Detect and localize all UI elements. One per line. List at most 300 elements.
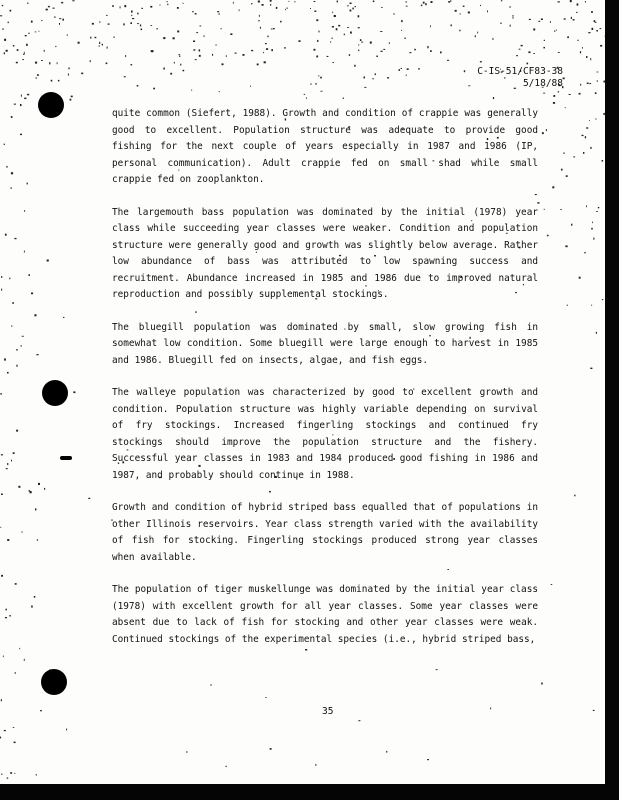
- scan-speck: [425, 3, 427, 5]
- scan-speck: [193, 49, 195, 50]
- scan-speck: [580, 84, 581, 86]
- scan-speck: [602, 299, 603, 300]
- scan-speck: [571, 17, 572, 19]
- scan-speck: [59, 23, 60, 25]
- scan-speck: [14, 773, 15, 774]
- scan-speck: [592, 28, 594, 30]
- scan-speck: [1, 699, 2, 701]
- scan-speck: [34, 314, 36, 316]
- scan-speck: [418, 68, 420, 69]
- scan-speck: [600, 28, 602, 29]
- scan-speck: [180, 64, 181, 66]
- scan-speck: [27, 3, 28, 4]
- scan-speck: [21, 95, 22, 97]
- scan-speck: [4, 730, 6, 731]
- scan-speck: [57, 62, 58, 64]
- scan-speck: [217, 11, 219, 12]
- scan-speck: [493, 97, 494, 99]
- scan-speck: [588, 32, 590, 33]
- scan-speck: [544, 40, 545, 41]
- scan-speck: [12, 302, 14, 304]
- scan-speck: [14, 742, 16, 744]
- scan-speck: [304, 94, 305, 95]
- scan-speck: [512, 17, 513, 18]
- scan-speck: [44, 488, 45, 490]
- scan-speck: [120, 6, 121, 8]
- scan-speck: [381, 51, 383, 52]
- scan-speck: [63, 317, 64, 318]
- scan-speck: [423, 2, 425, 4]
- scan-speck: [4, 144, 5, 145]
- scan-speck: [552, 186, 554, 188]
- scan-speck: [579, 93, 581, 95]
- scan-speck: [25, 35, 27, 36]
- scan-speck: [90, 37, 91, 39]
- scan-speck: [567, 36, 569, 38]
- scan-speck: [327, 56, 329, 57]
- scan-speck: [9, 278, 10, 280]
- scan-speck: [332, 12, 333, 14]
- scan-speck: [39, 31, 40, 32]
- scan-speck: [1, 289, 2, 291]
- scan-speck: [493, 38, 494, 40]
- scan-speck: [586, 56, 588, 58]
- scan-speck: [389, 42, 390, 44]
- scan-speck: [112, 5, 113, 7]
- scan-speck: [68, 68, 69, 70]
- scan-speck: [99, 42, 100, 44]
- scan-speck: [1, 276, 2, 278]
- scan-speck: [41, 20, 42, 21]
- scan-speck: [125, 55, 126, 57]
- scan-speck: [68, 74, 69, 76]
- scan-speck: [271, 49, 273, 51]
- scan-speck: [393, 13, 394, 14]
- scan-speck: [602, 160, 604, 162]
- scan-speck: [8, 22, 9, 24]
- scan-speck: [556, 30, 557, 31]
- scan-speck: [10, 772, 12, 774]
- scan-speck: [226, 55, 227, 56]
- scan-speck: [573, 156, 575, 157]
- scan-speck: [333, 62, 334, 63]
- scan-speck: [199, 55, 201, 57]
- scan-speck: [468, 12, 470, 14]
- scan-speck: [258, 20, 259, 21]
- scan-speck: [401, 68, 402, 69]
- scan-speck: [151, 50, 153, 52]
- scan-speck: [337, 1, 338, 3]
- scan-speck: [591, 228, 592, 230]
- scan-speck: [407, 68, 409, 70]
- scan-speck: [355, 6, 356, 7]
- scan-speck: [211, 684, 212, 686]
- scan-speck: [183, 70, 185, 72]
- scan-speck: [195, 59, 197, 60]
- scan-speck: [108, 24, 110, 25]
- scan-speck: [553, 102, 555, 104]
- scan-speck: [577, 3, 579, 5]
- scan-speck: [0, 393, 2, 394]
- scan-speck: [350, 10, 352, 12]
- scan-speck: [448, 1, 450, 2]
- scan-speck: [541, 683, 543, 685]
- scan-speck: [49, 62, 50, 64]
- scan-speck: [430, 25, 431, 27]
- scan-speck: [527, 63, 529, 65]
- scan-speck: [216, 45, 217, 46]
- scan-speck: [571, 224, 572, 226]
- scan-speck: [343, 98, 344, 99]
- scan-speck: [260, 27, 261, 29]
- scan-speck: [380, 31, 382, 32]
- scan-speck: [566, 175, 568, 177]
- scan-speck: [14, 104, 16, 105]
- scan-speck: [137, 13, 138, 15]
- scan-speck: [183, 3, 184, 4]
- scan-speck: [436, 669, 438, 670]
- scan-speck: [51, 80, 53, 82]
- scan-speck: [99, 21, 100, 22]
- scan-speck: [24, 251, 25, 253]
- scan-speck: [20, 134, 22, 135]
- scan-speck: [565, 107, 566, 108]
- scan-speck: [558, 52, 560, 53]
- scan-speck: [61, 2, 63, 4]
- scan-speck: [565, 245, 567, 247]
- scan-speck: [24, 659, 25, 661]
- scan-speck: [330, 42, 331, 43]
- scan-speck: [177, 31, 179, 33]
- scan-speck: [538, 21, 540, 22]
- document-id-code: C-IS-51/CF83-38: [477, 66, 563, 77]
- scan-speck: [358, 44, 359, 45]
- scan-speck: [577, 40, 578, 41]
- scan-speck: [427, 759, 429, 760]
- scan-speck: [257, 64, 259, 66]
- scan-speck: [124, 76, 126, 77]
- scan-speck: [480, 61, 482, 62]
- scan-speck: [29, 490, 31, 492]
- scan-speck: [5, 617, 7, 618]
- scan-speck: [594, 20, 596, 22]
- scan-speck: [137, 85, 139, 87]
- scan-speck: [590, 58, 591, 60]
- scan-speck: [71, 96, 73, 98]
- paragraph-tiger-muskellunge: The population of tiger muskellunge was dominated by the initial year class (1978) with excellent growth for all year classes. Some year classes were absent due to lack of fish for stocking and other year classes were weak. Continued stockings of the experimental species (i.e., hybrid striped bass,: [112, 584, 538, 645]
- scan-speck: [597, 81, 598, 82]
- scan-speck: [480, 5, 481, 6]
- scan-speck: [212, 54, 213, 56]
- scan-speck: [131, 15, 132, 16]
- scan-speck: [132, 18, 134, 19]
- scan-speck: [0, 737, 1, 739]
- scan-speck: [364, 77, 366, 79]
- scan-speck: [179, 54, 181, 55]
- scan-speck: [370, 42, 372, 44]
- scan-speck: [306, 98, 307, 99]
- scan-speck: [460, 13, 461, 14]
- scan-speck: [204, 35, 205, 37]
- scan-speck: [582, 135, 584, 136]
- scan-speck: [267, 36, 268, 38]
- scan-speck: [36, 774, 37, 776]
- document-date: 5/18/88: [522, 78, 563, 89]
- scan-speck: [347, 5, 348, 6]
- scan-speck: [570, 0, 572, 2]
- scan-speck: [529, 19, 531, 20]
- scan-speck: [582, 47, 583, 48]
- scan-speck: [150, 6, 152, 8]
- scan-speck: [15, 583, 17, 585]
- scan-speck: [414, 49, 416, 51]
- scan-speck: [364, 87, 366, 88]
- scan-speck: [276, 7, 278, 9]
- scan-speck: [62, 19, 64, 21]
- scan-speck: [10, 10, 12, 12]
- scan-speck: [123, 23, 124, 25]
- scan-speck: [547, 235, 549, 236]
- scan-speck: [24, 210, 25, 212]
- scan-speck: [595, 22, 597, 23]
- scan-speck: [54, 17, 56, 18]
- scan-speck: [5, 235, 7, 236]
- scan-speck: [6, 609, 7, 611]
- scan-speck: [167, 1, 168, 2]
- scan-speck: [1, 575, 3, 577]
- scan-speck: [20, 104, 22, 106]
- scan-speck: [430, 50, 432, 52]
- scan-speck: [193, 41, 195, 43]
- scan-speck: [358, 720, 360, 721]
- scan-speck: [106, 63, 108, 65]
- scan-speck: [44, 50, 45, 52]
- scan-speck: [16, 349, 17, 351]
- scan-speck: [59, 18, 61, 19]
- scan-speck: [102, 44, 103, 46]
- scan-speck: [270, 0, 272, 2]
- scan-speck: [113, 37, 115, 38]
- scan-speck: [66, 729, 67, 731]
- scan-speck: [332, 26, 334, 27]
- scan-speck: [584, 252, 586, 253]
- scan-speck: [17, 49, 19, 51]
- scan-speck: [546, 129, 547, 131]
- scan-speck: [72, 0, 74, 1]
- scan-speck: [28, 274, 30, 276]
- scan-speck: [589, 83, 591, 84]
- scan-speck: [387, 77, 389, 78]
- scan-speck: [251, 3, 252, 4]
- scan-speck: [107, 47, 108, 49]
- scan-speck: [558, 1, 560, 2]
- scan-speck: [554, 30, 555, 31]
- scan-speck: [11, 460, 12, 462]
- scan-speck: [561, 169, 563, 171]
- scan-speck: [263, 52, 264, 53]
- scan-speck: [163, 37, 165, 39]
- scan-speck: [468, 85, 470, 86]
- page-number: 35: [322, 706, 334, 717]
- scan-speck: [591, 305, 592, 306]
- scan-speck: [521, 45, 523, 46]
- scan-speck: [1, 494, 3, 496]
- scan-speck: [576, 12, 578, 13]
- scan-speck: [250, 86, 251, 87]
- scan-speck: [450, 0, 451, 2]
- scan-speck: [219, 91, 220, 92]
- scan-speck: [459, 30, 460, 32]
- scan-speck: [589, 120, 590, 121]
- scan-speck: [7, 778, 9, 779]
- scan-speck: [37, 74, 39, 76]
- scan-speck: [598, 207, 600, 208]
- scan-speck: [11, 326, 12, 327]
- scan-speck: [258, 1, 260, 3]
- scan-speck: [405, 2, 407, 3]
- scan-speck: [9, 615, 11, 616]
- scan-speck: [81, 73, 83, 75]
- scan-speck: [406, 6, 408, 7]
- scan-speck: [287, 8, 288, 9]
- scan-speck: [141, 8, 143, 9]
- scan-speck: [573, 19, 575, 20]
- scan-speck: [16, 430, 18, 432]
- scan-speck: [21, 532, 22, 533]
- scan-speck: [235, 53, 237, 54]
- scan-speck: [314, 11, 316, 12]
- scan-speck: [131, 64, 133, 65]
- punch-hole-bottom: [41, 669, 67, 695]
- scan-speck: [314, 1, 316, 2]
- scan-speck: [421, 5, 422, 7]
- scan-speck: [140, 25, 141, 27]
- scan-speck: [358, 15, 360, 17]
- scan-speck: [167, 4, 168, 5]
- scan-speck: [239, 9, 240, 11]
- scan-speck: [230, 33, 232, 35]
- scan-speck: [2, 5, 3, 6]
- scan-speck: [1, 454, 3, 455]
- scan-speck: [373, 78, 374, 79]
- scan-speck: [510, 25, 511, 27]
- scan-speck: [583, 152, 584, 154]
- paragraph-largemouth-bass: The largemouth bass population was dominated by the initial (1978) year class while succeeding year classes were weaker. Condition and population structure were generally good and growth was slightly below average. Rather low abundance of bass was attributed to low spawning success and recruitment. Abundance increased in 1985 and 1986 due to improved natural reproduction and possibly supplemental stockings.: [112, 206, 538, 300]
- scan-speck: [266, 48, 268, 50]
- scan-speck: [383, 49, 385, 50]
- scan-speck: [600, 45, 602, 47]
- scan-speck: [22, 59, 24, 60]
- scan-speck: [451, 25, 452, 27]
- scan-speck: [542, 132, 544, 134]
- scan-speck: [41, 60, 43, 61]
- scan-speck: [298, 40, 300, 42]
- scan-speck: [259, 15, 260, 17]
- scan-speck: [7, 372, 9, 374]
- scan-speck: [192, 11, 193, 12]
- scan-speck: [595, 119, 596, 120]
- scan-speck: [597, 72, 599, 73]
- scan-speck: [15, 672, 16, 674]
- scan-speck: [90, 60, 91, 62]
- scan-speck: [4, 52, 5, 54]
- scan-speck: [544, 209, 545, 210]
- scan-speck: [58, 80, 60, 82]
- scan-speck: [316, 19, 318, 21]
- scan-speck: [315, 764, 316, 766]
- scan-speck: [477, 32, 478, 34]
- scan-speck: [78, 42, 80, 44]
- scan-speck: [27, 183, 28, 185]
- scan-speck: [320, 91, 322, 92]
- scan-speck: [360, 39, 362, 41]
- scan-speck: [153, 88, 155, 90]
- scan-speck: [280, 21, 282, 23]
- punch-hole-middle: [42, 380, 68, 406]
- paragraph-hybrid-striped-bass: Growth and condition of hybrid striped bass equalled that of populations in other Illinois reservoirs. Year class strength varied with the availability of fish for stocking. Fingerling stockings produced strong year classes when available.: [112, 502, 538, 563]
- scan-speck: [13, 45, 15, 46]
- scan-speck: [334, 15, 336, 17]
- scan-speck: [344, 34, 345, 36]
- scan-speck: [596, 211, 598, 212]
- scan-speck: [35, 32, 37, 33]
- scan-speck: [265, 697, 267, 698]
- paragraph-walleye: The walleye population was characterized by good to excellent growth and condition. Population structure was highly variable depending on survival of fry stockings. Increased fingerling stockings and continued fry stockings should improve the population structure and the fishery. Successful year classes in 1983 and 1984 produced good fishing in 1986 and 1987, and probably should continue in 1988.: [112, 387, 538, 481]
- scan-speck: [157, 28, 158, 29]
- scan-speck: [34, 596, 36, 598]
- scan-speck: [222, 63, 224, 65]
- scan-speck: [191, 90, 192, 91]
- scan-speck: [16, 365, 17, 367]
- scan-speck: [131, 11, 133, 13]
- punch-hole-top: [38, 92, 64, 118]
- scan-speck: [37, 539, 38, 540]
- scan-speck: [221, 28, 222, 29]
- scan-speck: [352, 8, 353, 10]
- scan-speck: [3, 656, 4, 658]
- scan-speck: [6, 468, 8, 469]
- scan-speck: [46, 9, 48, 11]
- scan-speck: [251, 50, 253, 51]
- scan-speck: [95, 37, 97, 38]
- scan-speck: [595, 92, 597, 94]
- scan-speck: [509, 6, 510, 7]
- scan-speck: [585, 136, 586, 138]
- scan-speck: [174, 62, 175, 64]
- scan-speck: [177, 7, 179, 9]
- scan-speck: [350, 32, 352, 34]
- scan-speck: [585, 1, 586, 3]
- scan-speck: [6, 166, 7, 168]
- scan-speck: [319, 31, 320, 33]
- paragraph-crappie: quite common (Siefert, 1988). Growth and condition of crappie was generally good to excellent. Population structure was adequate to provide good fishing for the next couple of years especially in 1987 and 1986 (IP, personal communication). Adult crappie fed on small shad while small crappie fed on zooplankton.: [112, 108, 538, 185]
- scan-speck: [427, 46, 428, 48]
- scan-speck: [13, 727, 15, 728]
- scan-speck: [99, 45, 100, 46]
- scan-speck: [318, 76, 319, 77]
- scan-speck: [47, 260, 49, 262]
- scan-speck: [27, 94, 29, 96]
- scan-speck: [170, 73, 172, 75]
- scan-speck: [516, 55, 518, 56]
- scan-speck: [590, 147, 591, 149]
- scan-speck: [11, 116, 13, 118]
- scan-speck: [464, 70, 465, 72]
- scan-speck: [558, 91, 559, 92]
- scan-speck: [7, 463, 8, 465]
- scan-speck: [22, 336, 24, 337]
- scan-speck: [381, 7, 382, 8]
